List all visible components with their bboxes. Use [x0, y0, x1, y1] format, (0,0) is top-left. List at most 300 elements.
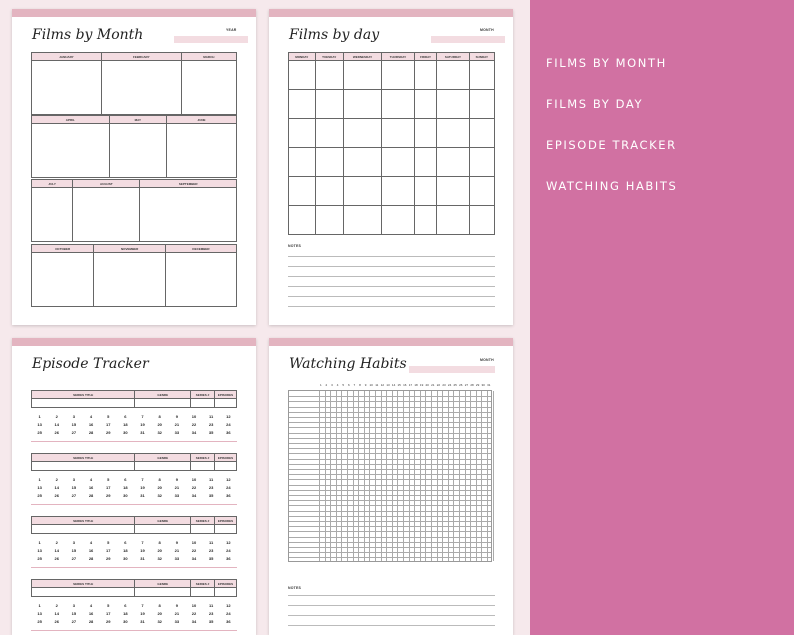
episode-number: 12: [226, 476, 231, 482]
episode-number: 11: [209, 413, 214, 419]
episode-number: 9: [175, 476, 178, 482]
episode-number: 22: [191, 484, 197, 490]
episode-number: 6: [124, 476, 127, 482]
notes-label: NOTES: [288, 244, 302, 248]
habit-col-line: [470, 391, 471, 561]
episode-number: 14: [54, 610, 59, 616]
habit-col-line: [453, 391, 454, 561]
episode-number: 8: [158, 539, 161, 545]
episode-number: 36: [226, 555, 231, 561]
episode-number: 14: [54, 484, 59, 490]
episode-input-cell: [32, 588, 135, 597]
note-line: [288, 625, 495, 626]
habit-col-line: [442, 391, 443, 561]
episode-number-row: [31, 554, 237, 562]
episode-number: 2: [55, 539, 58, 545]
calendar-day-cell: [315, 119, 343, 148]
episode-number: 24: [226, 547, 231, 553]
page-title: Films by day: [289, 27, 380, 43]
episode-header-label: SERIES #: [191, 391, 215, 399]
episode-number: 23: [208, 484, 214, 490]
episode-input-cell: [32, 525, 135, 534]
month-cell: [101, 61, 181, 115]
divider-line: [31, 504, 237, 505]
episode-header-label: EPISODES: [215, 580, 237, 588]
episode-number: 1: [38, 539, 41, 545]
episode-number-row: [31, 420, 237, 428]
episode-number: 12: [226, 602, 231, 608]
episode-number: 14: [54, 421, 59, 427]
month-row: [31, 52, 237, 115]
month-label: JANUARY: [32, 53, 102, 61]
episode-number: 9: [175, 539, 178, 545]
episode-number: 20: [157, 421, 162, 427]
episode-number: 12: [226, 539, 231, 545]
habit-col-line: [493, 391, 494, 561]
day-label: SUNDAY: [469, 53, 494, 61]
calendar-day-cell: [289, 148, 316, 177]
habit-col-line: [336, 391, 337, 561]
calendar-day-cell: [289, 206, 316, 235]
episode-header-label: GENRE: [135, 580, 191, 588]
day-number: 27: [464, 383, 469, 387]
calendar-day-cell: [414, 206, 436, 235]
note-line: [288, 605, 495, 606]
episode-number: 27: [71, 555, 77, 561]
day-number: 12: [380, 383, 385, 387]
page-watching-habits: [269, 338, 513, 635]
episode-number: 23: [208, 547, 214, 553]
month-row: [31, 244, 237, 307]
day-label: WEDNESDAY: [343, 53, 381, 61]
episode-number: 18: [123, 547, 128, 553]
episode-number: 27: [71, 492, 77, 498]
note-line: [288, 256, 495, 257]
episode-number: 36: [226, 429, 231, 435]
episode-number: 25: [37, 492, 42, 498]
episode-number-row: [31, 428, 237, 436]
episode-header-label: EPISODES: [215, 391, 237, 399]
episode-number: 28: [88, 492, 94, 498]
page-title: Watching Habits: [289, 356, 407, 372]
month-label: FEBRUARY: [101, 53, 181, 61]
episode-number: 32: [157, 618, 162, 624]
episode-number: 35: [208, 618, 214, 624]
episode-number: 24: [226, 484, 231, 490]
episode-input-cell: [191, 588, 215, 597]
month-cell: [73, 188, 140, 242]
month-cell: [167, 124, 237, 178]
note-line: [288, 286, 495, 287]
episode-number: 9: [175, 413, 178, 419]
episode-number: 35: [208, 429, 214, 435]
habit-col-line: [487, 391, 488, 561]
year-label: YEAR: [226, 28, 237, 32]
episode-number: 23: [208, 610, 214, 616]
episode-header: [31, 579, 237, 597]
episode-input-cell: [32, 399, 135, 408]
month-body-row: [32, 124, 237, 178]
episode-number: 22: [191, 421, 197, 427]
episode-number-row: [31, 617, 237, 625]
day-number: 30: [481, 383, 485, 387]
calendar-day-cell: [343, 148, 381, 177]
episode-input-cell: [191, 525, 215, 534]
episode-number: 21: [174, 484, 180, 490]
episode-number: 15: [71, 421, 77, 427]
note-line: [288, 276, 495, 277]
episode-number: 20: [157, 610, 162, 616]
month-label: JULY: [32, 180, 73, 188]
day-label: FRIDAY: [414, 53, 436, 61]
month-label: APRIL: [32, 116, 110, 124]
calendar-day-cell: [382, 90, 415, 119]
episode-number: 13: [37, 610, 42, 616]
page-band: [12, 9, 256, 17]
habit-col-line: [369, 391, 370, 561]
habit-col-line: [353, 391, 354, 561]
episode-number: 3: [72, 602, 75, 608]
episode-number: 18: [123, 484, 128, 490]
episode-number: 29: [105, 492, 111, 498]
calendar-day-cell: [414, 177, 436, 206]
episode-number-row: [31, 475, 237, 483]
page-films-by-day: [269, 9, 513, 325]
episode-header-label: EPISODES: [215, 454, 237, 462]
month-header-row: [32, 53, 237, 61]
episode-number: 36: [226, 492, 231, 498]
month-label: SEPTEMBER: [140, 180, 237, 188]
month-label: AUGUST: [73, 180, 140, 188]
episode-number: 33: [174, 618, 180, 624]
episode-header: [31, 516, 237, 534]
episode-input-cell: [191, 399, 215, 408]
episode-number: 32: [157, 429, 162, 435]
episode-number: 30: [123, 429, 128, 435]
calendar-day-cell: [382, 61, 415, 90]
episode-number: 13: [37, 421, 42, 427]
episode-number: 15: [71, 610, 77, 616]
page-band: [269, 9, 513, 17]
episode-input-cell: [135, 399, 191, 408]
calendar-day-cell: [315, 61, 343, 90]
episode-header-label: SERIES TITLE: [32, 580, 135, 588]
habit-col-line: [341, 391, 342, 561]
episode-number: 28: [88, 429, 94, 435]
day-number: 3: [331, 383, 333, 387]
episode-number: 7: [141, 539, 144, 545]
calendar-week: [289, 177, 495, 206]
page-films-by-month: [12, 9, 256, 325]
episode-input-row: [32, 399, 237, 408]
calendar-day-cell: [469, 148, 494, 177]
calendar-day-cell: [414, 90, 436, 119]
episode-number-row: [31, 483, 237, 491]
episode-number: 17: [105, 421, 111, 427]
episode-number: 19: [140, 421, 145, 427]
episode-number-row: [31, 412, 237, 420]
episode-header-row: [32, 391, 237, 399]
calendar-day-cell: [343, 206, 381, 235]
episode-number: 31: [140, 555, 145, 561]
notes-label: NOTES: [288, 586, 302, 590]
episode-number: 31: [140, 492, 145, 498]
episode-number: 28: [88, 618, 94, 624]
episode-number: 29: [105, 555, 111, 561]
episode-number: 30: [123, 618, 128, 624]
episode-numbers: [31, 538, 237, 562]
calendar-day-cell: [382, 206, 415, 235]
note-line: [288, 296, 495, 297]
day-number: 29: [475, 383, 480, 387]
day-number: 7: [353, 383, 356, 387]
episode-number: 6: [124, 602, 127, 608]
page-band: [12, 338, 256, 346]
episode-number: 2: [55, 413, 58, 419]
day-number: 1: [319, 383, 322, 387]
episode-number: 34: [191, 555, 197, 561]
calendar-day-cell: [289, 119, 316, 148]
calendar-day-cell: [414, 61, 436, 90]
episode-number: 18: [123, 421, 128, 427]
episode-number: 1: [38, 413, 41, 419]
episode-number: 1: [38, 602, 41, 608]
calendar-day-cell: [343, 61, 381, 90]
episode-number: 6: [124, 413, 127, 419]
episode-number: 8: [158, 602, 161, 608]
episode-header-label: EPISODES: [215, 517, 237, 525]
habit-col-line: [319, 391, 320, 561]
episode-number: 21: [174, 610, 180, 616]
page-band: [269, 338, 513, 346]
habit-col-line: [414, 391, 415, 561]
divider-line: [31, 441, 237, 442]
note-line: [288, 595, 495, 596]
episode-number: 25: [37, 618, 42, 624]
calendar-day-cell: [315, 177, 343, 206]
habit-col-line: [459, 391, 460, 561]
month-cell: [32, 188, 73, 242]
episode-number: 28: [88, 555, 94, 561]
calendar-day-cell: [437, 119, 469, 148]
calendar-table: [288, 52, 495, 235]
habit-col-line: [437, 391, 438, 561]
calendar-header: [289, 53, 495, 61]
episode-number: 15: [71, 484, 77, 490]
episode-number-row: [31, 491, 237, 499]
episode-header-label: SERIES #: [191, 517, 215, 525]
day-number: 23: [442, 383, 446, 387]
feature-episode-tracker: EPISODE TRACKER: [546, 138, 677, 152]
month-cell: [109, 124, 166, 178]
episode-number: 22: [191, 610, 197, 616]
episode-number: 12: [226, 413, 231, 419]
month-header-row: [32, 245, 237, 253]
month-header-row: [32, 116, 237, 124]
day-number: 15: [397, 383, 401, 387]
calendar-day-cell: [382, 119, 415, 148]
habit-col-line: [347, 391, 348, 561]
episode-number: 1: [38, 476, 41, 482]
episode-number-row: [31, 609, 237, 617]
episode-number: 3: [72, 413, 75, 419]
episode-number: 25: [37, 555, 42, 561]
episode-number: 27: [71, 429, 77, 435]
divider-line: [31, 567, 237, 568]
day-number: 11: [375, 383, 379, 387]
episode-number: 19: [140, 547, 145, 553]
episode-number: 31: [140, 429, 145, 435]
calendar-week: [289, 90, 495, 119]
day-number: 20: [425, 383, 429, 387]
habit-col-line: [476, 391, 477, 561]
episode-input-cell: [215, 525, 237, 534]
episode-header-label: GENRE: [135, 517, 191, 525]
month-cell: [32, 124, 110, 178]
episode-number: 31: [140, 618, 145, 624]
calendar-week: [289, 119, 495, 148]
episode-number: 13: [37, 547, 42, 553]
page-title: Episode Tracker: [32, 356, 149, 372]
calendar-day-cell: [437, 206, 469, 235]
episode-number: 25: [37, 429, 42, 435]
episode-number: 3: [72, 476, 75, 482]
episode-header-label: SERIES #: [191, 454, 215, 462]
calendar-day-cell: [382, 148, 415, 177]
month-cell: [32, 61, 102, 115]
episode-number: 7: [141, 413, 144, 419]
episode-number: 26: [54, 618, 59, 624]
day-label: THURSDAY: [382, 53, 415, 61]
calendar-day-cell: [469, 119, 494, 148]
episode-number: 2: [55, 602, 58, 608]
episode-number: 7: [141, 476, 144, 482]
month-cell: [165, 253, 236, 307]
episode-header-label: SERIES TITLE: [32, 391, 135, 399]
episode-number: 20: [157, 484, 162, 490]
calendar-day-cell: [343, 177, 381, 206]
episode-number: 5: [107, 413, 110, 419]
note-line: [288, 266, 495, 267]
day-number: 14: [391, 383, 396, 387]
habit-col-line: [330, 391, 331, 561]
habit-cells: [288, 390, 492, 562]
episode-number: 2: [55, 476, 58, 482]
episode-number: 19: [140, 484, 145, 490]
episode-number: 15: [71, 547, 77, 553]
episode-number: 23: [208, 421, 214, 427]
episode-number: 6: [124, 539, 127, 545]
episode-number: 10: [191, 413, 197, 419]
episode-number: 4: [89, 413, 93, 419]
episode-header-row: [32, 454, 237, 462]
habit-col-line: [397, 391, 398, 561]
episode-input-cell: [215, 588, 237, 597]
episode-numbers: [31, 475, 237, 499]
episode-number: 21: [174, 421, 180, 427]
episode-number: 26: [54, 492, 59, 498]
episode-number: 20: [157, 547, 162, 553]
episode-input-cell: [191, 462, 215, 471]
habit-col-line: [465, 391, 466, 561]
calendar-day-cell: [289, 177, 316, 206]
episode-number: 33: [174, 429, 180, 435]
episode-number: 24: [226, 421, 231, 427]
month-label: JUNE: [167, 116, 237, 124]
calendar-week: [289, 148, 495, 177]
episode-number: 22: [191, 547, 197, 553]
habit-col-line: [325, 391, 326, 561]
feature-films-by-day: FILMS BY DAY: [546, 97, 644, 111]
month-cell: [140, 188, 237, 242]
day-label: MONDAY: [289, 53, 316, 61]
month-body-row: [32, 253, 237, 307]
episode-number: 17: [105, 547, 111, 553]
episode-numbers: [31, 601, 237, 625]
divider-line: [31, 630, 237, 631]
calendar-body: [289, 61, 495, 235]
episode-number: 26: [54, 555, 59, 561]
episode-number: 5: [107, 539, 110, 545]
episode-number: 36: [226, 618, 231, 624]
month-row: [31, 179, 237, 242]
calendar-day-cell: [289, 90, 316, 119]
habit-col-line: [448, 391, 449, 561]
episode-number: 10: [191, 539, 197, 545]
note-line: [288, 615, 495, 616]
calendar-day-cell: [315, 148, 343, 177]
day-number: 10: [369, 383, 373, 387]
calendar-day-cell: [469, 61, 494, 90]
episode-number: 33: [174, 492, 180, 498]
episode-number: 19: [140, 610, 145, 616]
episode-number: 3: [72, 539, 75, 545]
habit-col-line: [409, 391, 410, 561]
episode-number: 34: [191, 618, 197, 624]
habit-col-line: [386, 391, 387, 561]
episode-number: 4: [89, 476, 93, 482]
calendar-day-cell: [343, 90, 381, 119]
year-field: [174, 36, 248, 43]
episode-number: 32: [157, 555, 162, 561]
day-number: 21: [431, 383, 435, 387]
calendar-week: [289, 206, 495, 235]
episode-number: 5: [107, 476, 110, 482]
episode-header: [31, 453, 237, 471]
day-number: 16: [403, 383, 407, 387]
episode-number: 4: [89, 602, 93, 608]
month-body-row: [32, 188, 237, 242]
episode-number: 27: [71, 618, 77, 624]
day-number: 9: [364, 383, 367, 387]
month-cell: [181, 61, 236, 115]
episode-number: 29: [105, 618, 111, 624]
day-number: 6: [347, 383, 350, 387]
episode-number: 35: [208, 555, 214, 561]
episode-number: 5: [107, 602, 110, 608]
calendar-day-cell: [437, 177, 469, 206]
day-number: 26: [459, 383, 463, 387]
day-number: 24: [447, 383, 452, 387]
month-label: MONTH: [480, 358, 494, 362]
month-label: MONTH: [480, 28, 494, 32]
episode-input-cell: [135, 525, 191, 534]
episode-number: 21: [174, 547, 180, 553]
day-number: 19: [419, 383, 424, 387]
episode-number: 16: [88, 547, 94, 553]
episode-number: 11: [209, 602, 214, 608]
day-label: TUESDAY: [315, 53, 343, 61]
